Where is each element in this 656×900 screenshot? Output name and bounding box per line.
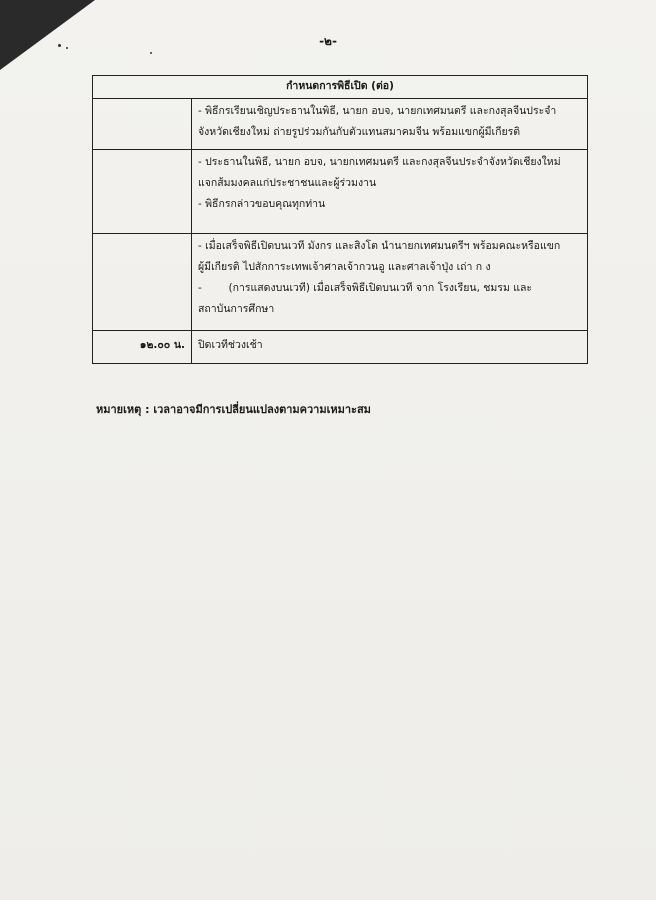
time-cell [93,234,192,331]
scan-speck [150,52,152,54]
time-cell: ๑๒.๐๐ น. [93,331,192,364]
activity-line: - พิธีกรกล่าวขอบคุณทุกท่าน [198,198,326,210]
activity-line: จังหวัดเชียงใหม่ ถ่ายรูปร่วมกันกับตัวแทนสมาคมจีน พร้อมแขกผู้มีเกียรติ [198,126,521,138]
time-cell [93,150,192,234]
activity-line: - (การแสดงบนเวที) เมื่อเสร็จพิธีเปิดบนเวที จาก โรงเรียน, ชมรม และ [198,282,533,294]
activity-line: - พิธีกรเรียนเชิญประธานในพิธี, นายก อบจ, นายกเทศมนตรี และกงสุลจีนประจำ [198,105,557,117]
time-cell [93,99,192,150]
table-row [93,234,588,331]
activity-line: ปิดเวทีช่วงเช้า [198,339,263,351]
table-header-row [93,76,588,99]
activity-cell [192,234,588,331]
note-text: เวลาอาจมีการเปลี่ยนแปลงตามความเหมาะสม [153,403,371,416]
activity-line: แจกส้มมงคลแก่ประชาชนและผู้ร่วมงาน [198,177,377,189]
note-label: หมายเหตุ : [96,403,150,416]
activity-line: สถาบันการศึกษา [198,303,275,315]
activity-line: - เมื่อเสร็จพิธีเปิดบนเวที มังกร และสิงโต นำนายกเทศมนตรีฯ พร้อมคณะหรือแขก [198,240,561,252]
page-number: -๒- [319,34,337,48]
activity-cell [192,331,588,364]
table-row [93,150,588,234]
table-row [93,331,588,364]
table-row [93,99,588,150]
note [96,400,371,418]
activity-line: - ประธานในพิธี, นายก อบจ, นายกเทศมนตรี และกงสุลจีนประจำจังหวัดเชียงใหม่ [198,156,561,168]
table-header: กำหนดการพิธีเปิด (ต่อ) [93,76,588,99]
activity-cell [192,150,588,234]
activity-cell [192,99,588,150]
activity-line: ผู้มีเกียรติ ไปสักการะเทพเจ้าศาลเจ้ากวนอู และศาลเจ้าปุ่ง เถ่า ก ง [198,261,491,273]
schedule-table [92,75,588,364]
